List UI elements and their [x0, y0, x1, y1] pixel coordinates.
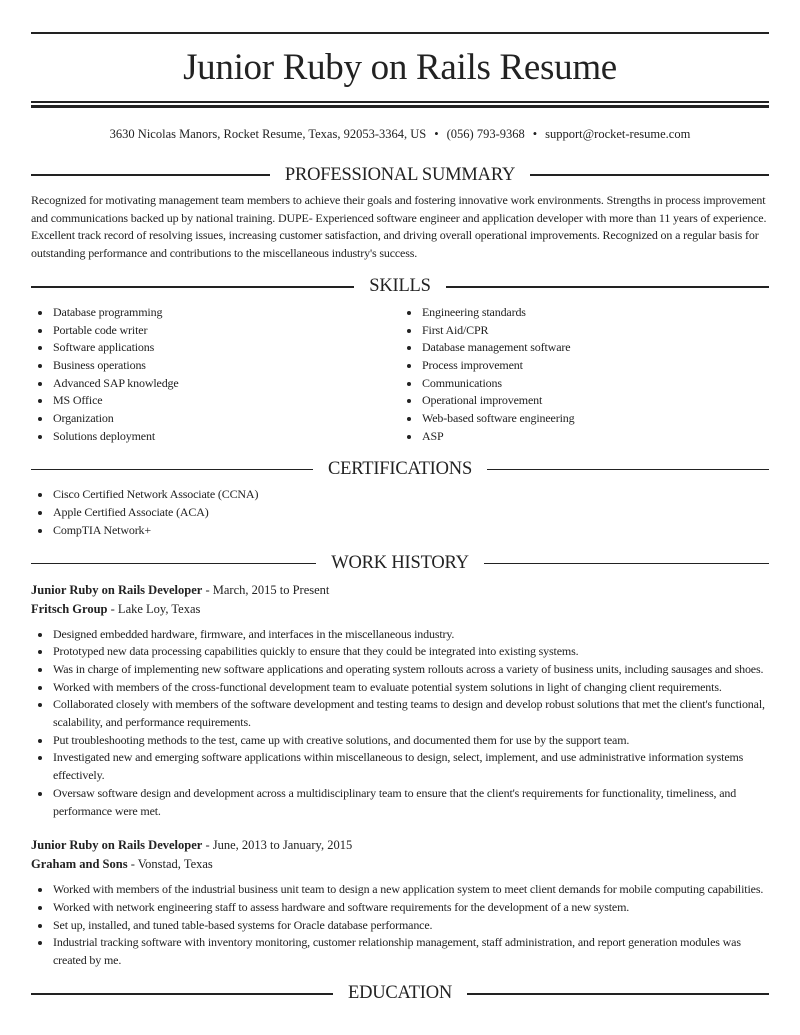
- skills-list-right: [400, 304, 769, 446]
- company-name: Fritsch Group: [31, 601, 108, 616]
- company-location: - Vonstad, Texas: [127, 857, 213, 872]
- skill-item: Database programming: [53, 304, 400, 322]
- skills-columns: [31, 304, 769, 446]
- job-title: Junior Ruby on Rails Developer: [31, 838, 203, 853]
- job-title: Junior Ruby on Rails Developer: [31, 582, 203, 597]
- job-bullets: [31, 881, 769, 970]
- skill-item: First Aid/CPR: [422, 322, 769, 340]
- job-bullet: Investigated new and emerging software applications within miscellaneous to design, select, implement, and use administrative information systems effectively.: [53, 749, 769, 784]
- heading-text: EDUCATION: [347, 983, 453, 1004]
- job-bullet: Put troubleshooting methods to the test, came up with creative solutions, and documented them for use by the support team.: [53, 732, 769, 750]
- top-rule: [31, 32, 769, 34]
- job-dates: - June, 2013 to January, 2015: [202, 838, 353, 853]
- job-dates: - March, 2015 to Present: [202, 582, 330, 597]
- skill-item: MS Office: [53, 392, 400, 410]
- job-bullets: [31, 626, 769, 821]
- heading-text: CERTIFICATIONS: [327, 458, 473, 479]
- separator: •: [434, 127, 439, 141]
- job-title-line: [31, 581, 769, 600]
- section-heading-summary: [31, 160, 769, 190]
- certification-item: Apple Certified Associate (ACA): [53, 504, 769, 522]
- job-bullet: Industrial tracking software with inventory monitoring, customer relationship management, staff administration, and report generation modules was created by me.: [53, 934, 769, 969]
- skill-item: Business operations: [53, 357, 400, 375]
- job-bullet: Designed embedded hardware, firmware, and interfaces in the miscellaneous industry.: [53, 626, 769, 644]
- section-heading-work-history: [31, 549, 769, 579]
- job-bullet: Worked with members of the industrial business unit team to design a new application system to meet client demands for mobile computing capabilities.: [53, 881, 769, 899]
- section-heading-skills: [31, 272, 769, 302]
- job-bullet: Worked with members of the cross-functional development team to evaluate potential system solutions in light of changing client requirements.: [53, 679, 769, 697]
- job-entry: [31, 836, 769, 970]
- section-heading-certifications: [31, 454, 769, 484]
- skill-item: Process improvement: [422, 357, 769, 375]
- skill-item: Organization: [53, 410, 400, 428]
- skills-list-left: [31, 304, 400, 446]
- certification-item: Cisco Certified Network Associate (CCNA): [53, 486, 769, 504]
- skill-item: Solutions deployment: [53, 428, 400, 446]
- skill-item: Web-based software engineering: [422, 410, 769, 428]
- certifications-list: [31, 486, 769, 539]
- title-rule-thin: [31, 101, 769, 103]
- contact-line: [0, 125, 800, 143]
- skill-item: Communications: [422, 375, 769, 393]
- company-location: - Lake Loy, Texas: [107, 601, 201, 616]
- skill-item: ASP: [422, 428, 769, 446]
- section-heading-education: [31, 979, 769, 1009]
- skill-item: Advanced SAP knowledge: [53, 375, 400, 393]
- skill-item: Operational improvement: [422, 392, 769, 410]
- title-rule-thick: [31, 105, 769, 108]
- job-bullet: Set up, installed, and tuned table-based systems for Oracle database performance.: [53, 917, 769, 935]
- skill-item: Database management software: [422, 339, 769, 357]
- company-line: [31, 600, 769, 619]
- company-name: Graham and Sons: [31, 857, 128, 872]
- job-bullet: Worked with network engineering staff to assess hardware and software requirements for the development of a new system.: [53, 899, 769, 917]
- address: 3630 Nicolas Manors, Rocket Resume, Texas, 92053-3364, US: [109, 127, 427, 141]
- job-bullet: Collaborated closely with members of the software development and testing teams to design and develop robust solutions that met the client's functional, scalability, and performance requirements.: [53, 696, 769, 731]
- heading-text: PROFESSIONAL SUMMARY: [284, 164, 516, 185]
- job-title-line: [31, 836, 769, 855]
- job-bullet: Oversaw software design and development across a multidisciplinary team to ensure that the client's requirements for functionality, timeliness, and performance were met.: [53, 785, 769, 820]
- heading-text: WORK HISTORY: [331, 553, 469, 574]
- summary-text: Recognized for motivating management team members to achieve their goals and fostering innovative work environments. Strengths in process improvement and communications backed up by national training. DUPE- Experienced software engineer and application developer with more than 11 years of experience. Excellent track record of resolving issues, increasing customer satisfaction, and driving overall operational improvements. Recognized on a regular basis for outstanding performance and contributions to the miscellaneous industry's success.: [31, 193, 767, 261]
- separator: •: [532, 127, 538, 141]
- company-line: [31, 855, 769, 874]
- skill-item: Portable code writer: [53, 322, 400, 340]
- email: support@rocket-resume.com: [545, 127, 691, 141]
- job-entry: [31, 581, 769, 821]
- certification-item: CompTIA Network+: [53, 522, 769, 540]
- job-bullet: Prototyped new data processing capabilities quickly to ensure that they could be integrated into existing systems.: [53, 643, 769, 661]
- skill-item: Engineering standards: [422, 304, 769, 322]
- job-bullet: Was in charge of implementing new software applications and operating system rollouts across a variety of business units, including sausages and shoes.: [53, 661, 769, 679]
- resume-content: [31, 157, 769, 1011]
- skill-item: Software applications: [53, 339, 400, 357]
- resume-title: Junior Ruby on Rails Resume: [183, 47, 617, 88]
- phone: (056) 793-9368: [446, 127, 525, 141]
- heading-text: SKILLS: [369, 276, 431, 297]
